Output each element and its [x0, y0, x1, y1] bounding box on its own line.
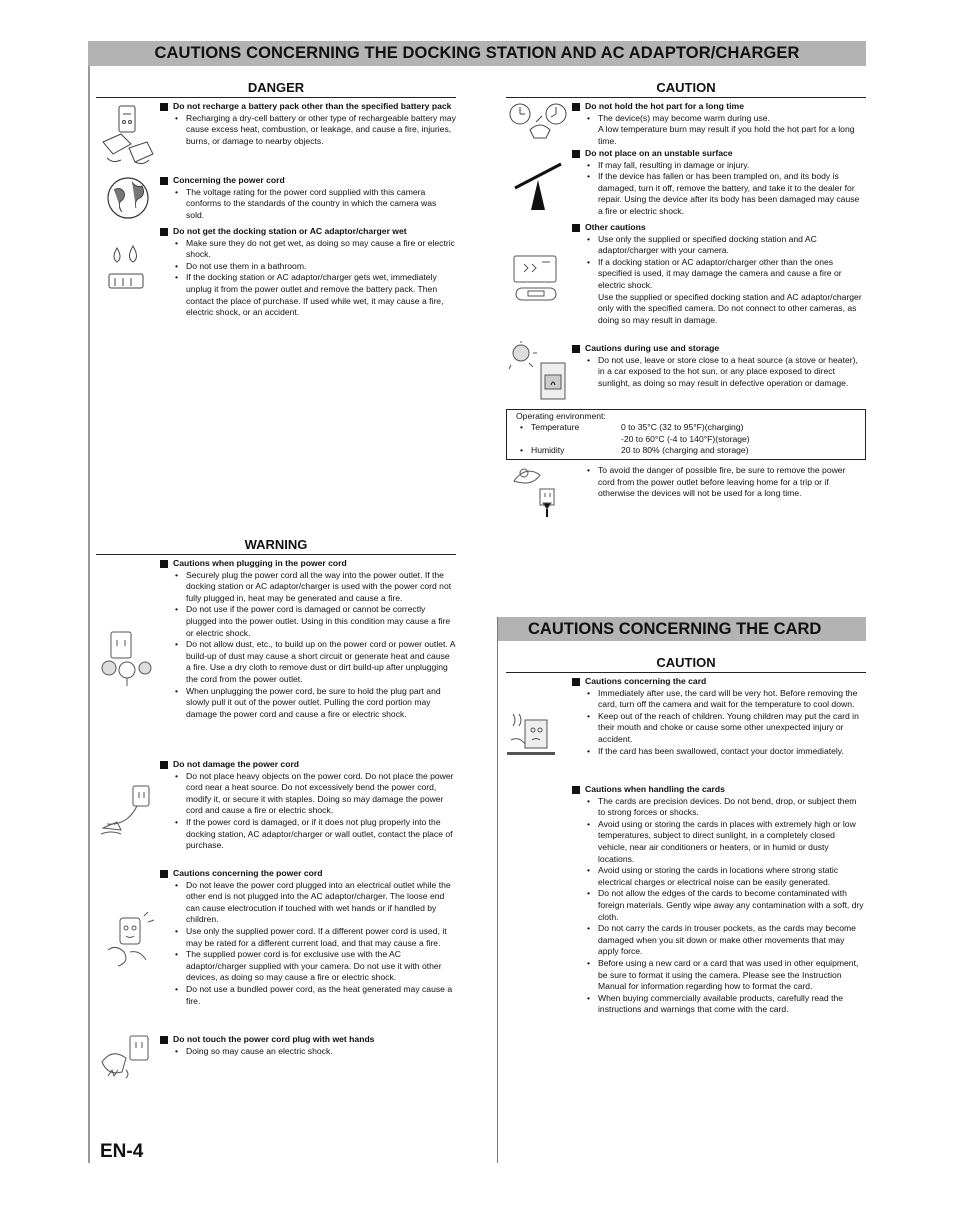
list-item: • Make sure they do not get wet, as doing so may cause a fire or electric shock.	[186, 238, 456, 261]
section-title: Do not damage the power cord	[160, 759, 456, 771]
list-item: • Keep out of the reach of children. Young children may put the card in their mouth and choke or cause some other unexpected injury or accident.	[598, 711, 864, 746]
list-item: • If the power cord is damaged, or if it does not plug properly into the docking station, AC adaptor/charger or wall outlet, contact the place of purchase.	[186, 817, 456, 852]
list-item: • Immediately after use, the card will be very hot. Before removing the card, turn off the camera and wait for the temperature to cool down.	[598, 688, 864, 711]
section-title: Cautions when handling the cards	[572, 784, 864, 796]
list-item: • The supplied power cord is for exclusive use with the AC adaptor/charger supplied with your camera. Do not use it with other devices, as doing so may cause a fire or electric shock.	[186, 949, 456, 984]
warning-section-1	[160, 558, 456, 720]
wet-hands-illustration	[98, 1032, 156, 1084]
danger-section-1	[160, 101, 456, 147]
temperature-label: • Temperature	[516, 422, 621, 433]
list-item-extra: A low temperature burn may result if you hold the hot part for a long time.	[598, 124, 855, 146]
clock-hand-illustration	[508, 100, 568, 142]
top-banner: CAUTIONS CONCERNING THE DOCKING STATION AND AC ADAPTOR/CHARGER	[88, 41, 866, 66]
temperature-charging: 0 to 35°C (32 to 95°F)(charging)	[621, 422, 744, 433]
danger-section-3	[160, 226, 456, 319]
section-title: Cautions when plugging in the power cord	[160, 558, 456, 570]
card-section-2	[572, 784, 864, 1016]
list-item: • Do not carry the cards in trouser pockets, as the cards may become damaged when you sit down or make other movements that may apply force.	[598, 923, 864, 958]
list-item: • Do not use them in a bathroom.	[186, 261, 456, 273]
list-item: • Do not leave the power cord plugged into an electrical outlet while the other end is not plugged into the AC adaptor/charger. The loose end can cause electrocution if touched with wet hands or if handled by children.	[186, 880, 456, 926]
caution-section-1	[572, 101, 864, 147]
docking-station-illustration	[510, 252, 566, 308]
children-cord-illustration	[100, 912, 156, 968]
unstable-surface-icon	[513, 160, 563, 212]
caution-section-2	[572, 148, 864, 218]
environment-label: Operating environment:	[516, 411, 606, 421]
section-title: Concerning the power cord	[160, 175, 456, 187]
list-item: • Use only the supplied or specified docking station and AC adaptor/charger with your camera.	[598, 234, 864, 257]
temperature-row	[516, 422, 865, 433]
list-item: • Do not place heavy objects on the power cord. Do not place the power cord near a heat source. Do not excessively bend the power cord, modify it, or secure it with staples. Doing so may damage the power cord and cause a fire or electric shock.	[186, 771, 456, 817]
list-item: • Do not allow the edges of the cards to become contaminated with foreign materials. Gently wipe away any contamination with a soft, dry cloth.	[598, 888, 864, 923]
damaged-cord-illustration	[97, 780, 155, 838]
operating-environment-box	[506, 409, 866, 460]
list-item: • The cards are precision devices. Do not bend, drop, or subject them to strong forces or shocks.	[598, 796, 864, 819]
list-item: • When unplugging the power cord, be sure to hold the plug part and slowly pull it out of the power outlet. Pulling the cord portion may damage the power cord and cause a fire or electric shock.	[186, 686, 456, 721]
list-item: • Avoid using or storing the cards in locations where strong static electrical charges or electrical noise can be easily generated.	[598, 865, 864, 888]
card-section-1	[572, 676, 864, 757]
list-item: • If the card has been swallowed, contact your doctor immediately.	[598, 746, 864, 758]
section-title: Cautions during use and storage	[572, 343, 864, 355]
section-title: Do not get the docking station or AC adaptor/charger wet	[160, 226, 456, 238]
danger-section-2	[160, 175, 456, 221]
warning-section-4	[160, 1034, 456, 1057]
section-title: Do not recharge a battery pack other than the specified battery pack	[160, 101, 456, 113]
warning-section-3	[160, 868, 456, 1007]
card-caution-heading: CAUTION	[506, 655, 866, 673]
list-item: • When buying commercially available products, carefully read the instructions and warnings that come with the card.	[598, 993, 864, 1016]
list-item: • Do not allow dust, etc., to build up on the power cord or power outlet. A build-up of dust may cause a short circuit or generate heat and cause a fire. Use a dry cloth to remove dust or dirt build-up after unplugging the cord from the power outlet.	[186, 639, 456, 685]
caution-section-4	[572, 343, 864, 389]
list-item: • To avoid the danger of possible fire, be sure to remove the power cord from the power outlet before leaving home for a trip or if otherwise the devices will not be used for a long time.	[598, 465, 864, 500]
list-item-extra: Use the supplied or specified docking station and AC adaptor/charger only with the specified camera. Do not connect to other cameras, as doing so may result in damage.	[598, 291, 862, 325]
section-title: Cautions concerning the power cord	[160, 868, 456, 880]
list-item: • Recharging a dry-cell battery or other type of rechargeable battery may cause excess heat, combustion, or leakage, and cause a fire, injuries, burns, or damage to nearby objects.	[186, 113, 456, 148]
battery-pack-illustration	[99, 102, 155, 168]
list-item	[598, 257, 864, 327]
list-item: • If may fall, resulting in damage or injury.	[598, 160, 864, 172]
humidity-value: 20 to 80% (charging and storage)	[621, 445, 749, 456]
list-item: • If the docking station or AC adaptor/charger gets wet, immediately unplug it from the power outlet and remove the battery pack. Then contact the place of purchase. If used while wet, it may cause a fire, electric shock, or an accident.	[186, 272, 456, 318]
danger-heading: DANGER	[96, 80, 456, 98]
list-item	[598, 113, 864, 148]
list-item: • Do not use, leave or store close to a heat source (a stove or heater), in a car exposed to the hot sun, or any place exposed to direct sunlight, as doing so may result in defective operation or damage.	[598, 355, 864, 390]
caution-section-3	[572, 222, 864, 326]
list-item: • Do not use if the power cord is damaged or cannot be correctly plugged into the power outlet. Using in this condition may cause a fire or electric shock.	[186, 604, 456, 639]
list-item-text: The device(s) may become warm during use.	[598, 112, 770, 123]
section-title: Cautions concerning the card	[572, 676, 864, 688]
unplug-travel-illustration	[510, 463, 566, 519]
list-item: • Doing so may cause an electric shock.	[186, 1046, 456, 1058]
section-title: Other cautions	[572, 222, 864, 234]
globe-icon	[106, 176, 150, 220]
humidity-row	[516, 445, 865, 456]
list-item-text: If a docking station or AC adaptor/charger other than the ones specified is used, it may damage the camera and cause a fire or electric shock.	[598, 256, 842, 290]
hot-card-illustration	[507, 706, 557, 758]
card-banner: CAUTIONS CONCERNING THE CARD	[498, 617, 866, 641]
warning-heading: WARNING	[96, 537, 456, 555]
section-title: Do not touch the power cord plug with wet hands	[160, 1034, 456, 1046]
left-margin-rule	[88, 41, 90, 1163]
power-outlet-illustration	[97, 630, 155, 688]
list-item: • Avoid using or storing the cards in places with extremely high or low temperatures, subject to direct sunlight, in a completely closed vehicle, near air conditioners or heaters, or in humid or dusty locations.	[598, 819, 864, 865]
heat-source-illustration	[507, 341, 567, 403]
caution-heading: CAUTION	[506, 80, 866, 98]
temperature-storage-row	[516, 434, 865, 445]
list-item: • Before using a new card or a card that was used in other equipment, be sure to format it using the camera. Please see the Instruction Manual for information regarding how to format the card.	[598, 958, 864, 993]
center-column-rule	[497, 617, 498, 1163]
page-number: EN-4	[100, 1141, 144, 1162]
water-drop-icon	[103, 244, 151, 296]
temperature-storage: -20 to 60°C (-4 to 140°F)(storage)	[621, 433, 750, 444]
list-item: • If the device has fallen or has been trampled on, and its body is damaged, turn it off, remove the battery, and take it to the dealer for repair. Using the device after its body has been damaged may cause a fire or electric shock.	[598, 171, 864, 217]
list-item: • Do not use a bundled power cord, as the heat generated may cause a fire.	[186, 984, 456, 1007]
fire-note	[572, 465, 864, 500]
list-item: • Use only the supplied power cord. If a different power cord is used, it may be rated for a different current load, and that may cause a fire.	[186, 926, 456, 949]
warning-section-2	[160, 759, 456, 852]
list-item: • The voltage rating for the power cord supplied with this camera conforms to the standards of the country in which the camera was sold.	[186, 187, 456, 222]
section-title: Do not place on an unstable surface	[572, 148, 864, 160]
humidity-label: • Humidity	[516, 445, 621, 456]
list-item: • Securely plug the power cord all the way into the power outlet. If the docking station or AC adaptor/charger is used with the power cord not fully plugged in, heat may be generated and cause a fire.	[186, 570, 456, 605]
section-title: Do not hold the hot part for a long time	[572, 101, 864, 113]
